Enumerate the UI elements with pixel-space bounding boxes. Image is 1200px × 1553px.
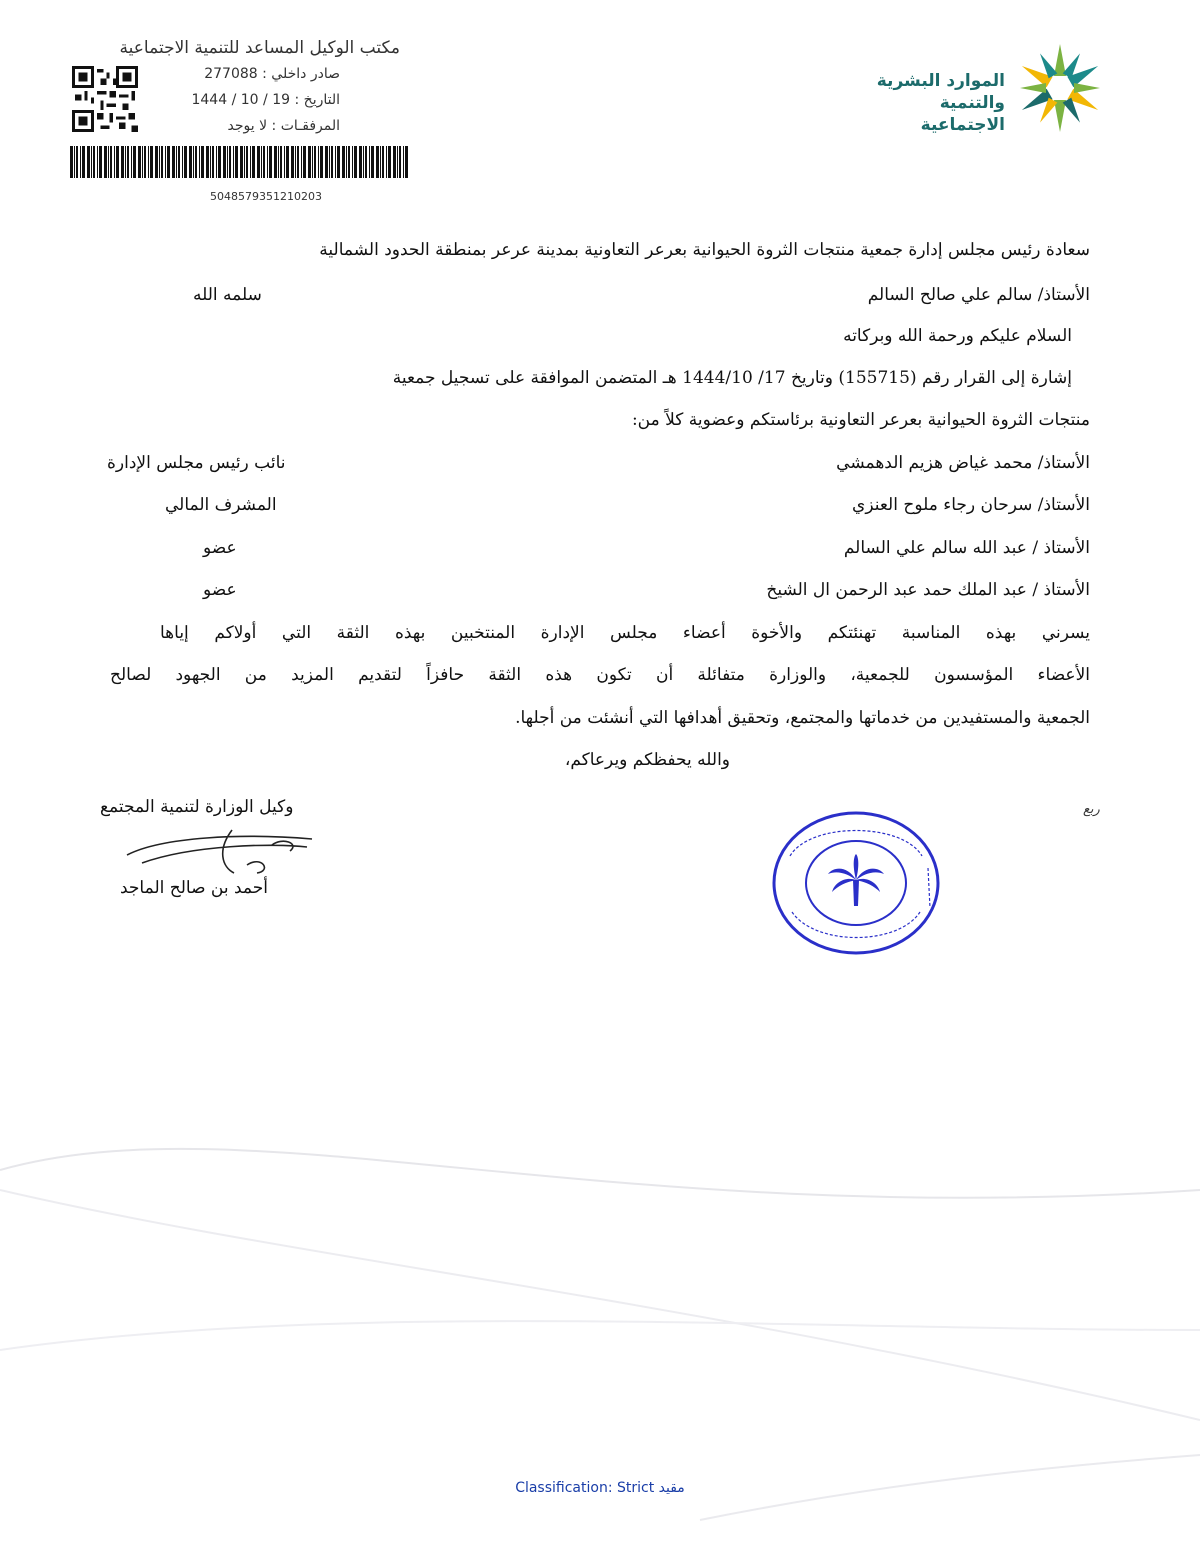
recipient-blessing: سلمه الله (193, 285, 262, 305)
qr-code-icon (72, 66, 138, 132)
reference-value: 277088 (204, 66, 258, 82)
para1-line2: منتجات الثروة الحيوانية بعرعر التعاونية برئاستكم وعضوية كلاً من: (631, 410, 1090, 430)
official-stamp (770, 808, 942, 958)
attachments-value: لا يوجد (227, 118, 268, 134)
recipient-line: سعادة رئيس مجلس إدارة جمعية منتجات الثروة الحيوانية بعرعر التعاونية بمدينة عرعر بمنطقة الحدود الشمالية (319, 240, 1090, 260)
logo-line-2: والتنمية الاجتماعية (920, 93, 1005, 135)
para2-line3: الجمعية والمستفيدين من خدماتها والمجتمع، وتحقيق أهدافها التي أنشئت من أجلها. (515, 708, 1090, 728)
member-name: الأستاذ / عبد الملك حمد عبد الرحمن ال الشيخ (766, 580, 1090, 600)
barcode-number: 5048579351210203 (210, 190, 322, 203)
logo-line-1: الموارد البشرية (876, 71, 1005, 91)
member-name: الأستاذ/ سرحان رجاء ملوح العنزي (852, 495, 1090, 515)
date-label: التاريخ : (294, 92, 340, 108)
member-role: المشرف المالي (165, 495, 277, 515)
member-role: عضو (203, 538, 237, 558)
office-title: مكتب الوكيل المساعد للتنمية الاجتماعية (119, 38, 400, 58)
barcode-icon (70, 146, 408, 178)
date-value: 19 / 10 / 1444 (191, 92, 291, 108)
greeting: السلام عليكم ورحمة الله وبركاته (843, 326, 1072, 346)
recipient-name: الأستاذ/ سالم علي صالح السالم (867, 285, 1090, 305)
para1-line1: إشارة إلى القرار رقم (155715) وتاريخ 17/ 1444/10 هـ المتضمن الموافقة على تسجيل جمعية (392, 368, 1072, 388)
member-name: الأستاذ / عبد الله سالم علي السالم (843, 538, 1090, 558)
para2-line1: يسرني بهذه المناسبة تهنئتكم والأخوة أعضاء مجلس الإدارة المنتخبين بهذه الثقة التي أولاكم إياها (160, 623, 1090, 643)
para2-line2: الأعضاء المؤسسون للجمعية، والوزارة متفائلة أن تكون هذه الثقة حافزاً لتقديم المزيد من الجهود لصالح (110, 665, 1090, 685)
attachments (228, 118, 341, 134)
office-reference-block (70, 38, 410, 213)
classification-label: Classification: Strict مقيد (515, 1480, 685, 1496)
margin-note: ربع (1083, 802, 1100, 817)
signer-name: أحمد بن صالح الماجد (120, 878, 268, 898)
reference-number (204, 66, 340, 82)
logo-text (865, 70, 1005, 136)
signer-title: وكيل الوزارة لتنمية المجتمع (100, 797, 294, 817)
handwritten-signature (122, 825, 322, 877)
ministry-logo (865, 40, 1105, 140)
member-name: الأستاذ/ محمد غياض هزيم الدهمشي (836, 453, 1090, 473)
attachments-label: المرفقـات : (271, 118, 340, 134)
member-role: عضو (203, 580, 237, 600)
issue-date (191, 92, 340, 108)
logo-star-icon (1015, 40, 1105, 140)
closing: والله يحفظكم ويرعاكم، (564, 750, 730, 770)
reference-label: صادر داخلي : (262, 66, 340, 82)
member-role: نائب رئيس مجلس الإدارة (107, 453, 286, 473)
